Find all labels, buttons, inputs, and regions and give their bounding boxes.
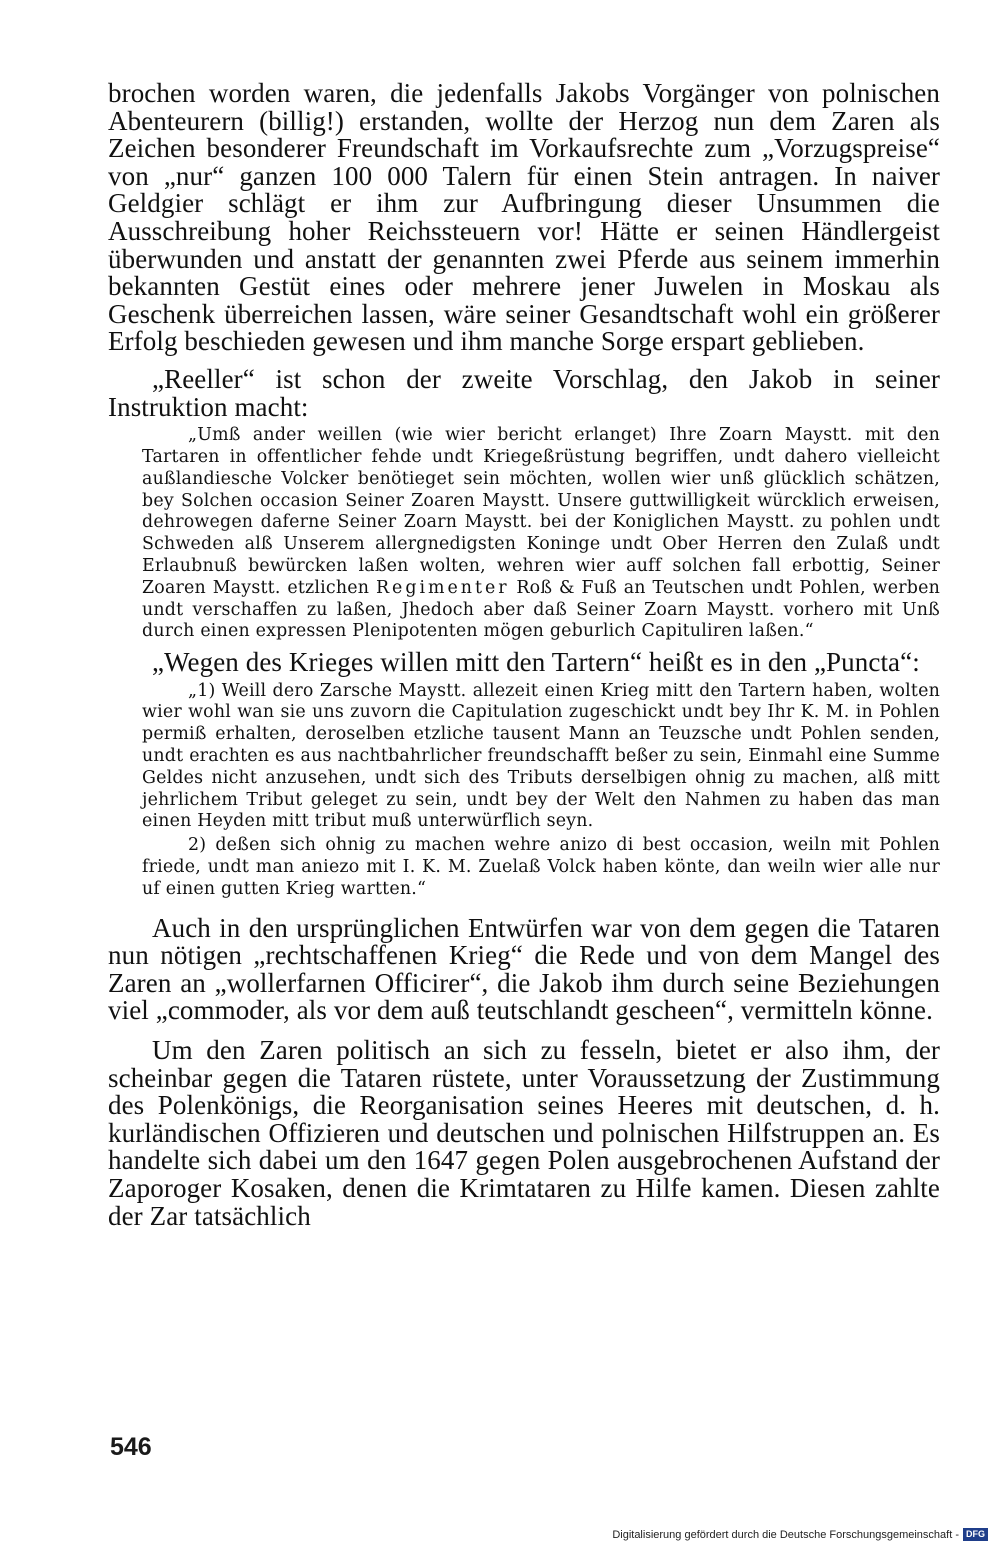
quote-1-part-b: Roß & Fuß an Teutschen undt Pohlen, werben undt verschaffen zu laßen, Jhedoch aber daß Seiner Zoarn Maystt. vorhero mit Unß durch einen expressen Plenipotenten mögen geburlich Capituliren laßen.“ [142,577,940,642]
paragraph-4: Auch in den ursprünglichen Entwürfen war von dem gegen die Tataren nun nötigen „rechtschaffenen Krieg“ die Rede und von dem Mangel des Zaren an „wollerfarnen Officirer“, die Jakob ihm durch seine Beziehungen viel „commoder, als vor dem auß teutschlandt gescheen“, vermitteln könne. [108,912,940,1026]
dfg-logo-icon: DFG [963,1528,988,1541]
quote-puncta-1: „1) Weill dero Zarsche Maystt. allezeit einen Krieg mitt den Tartern haben, wolten wier wohl wan sie uns zuvorn die Capitulation zugeschickt undt bey Ihr K. M. in Pohlen permiß erhalten, deroselben etzliche tausent Mann an Teuzsche undt Pohlen senden, undt erachten es aus nachtbahrlicher freundschafft beßer zu sein, Einmahl eine Summe Geldes nicht anzusehen, undt sich des Tributs derselbigen ohnig zu machen, alß mitt jehrlichem Tribut geleget zu sein, undt bey der Welt den Nahmen zu haben das man einen Heyden mitt tribut muß unterwürflich seyn. [142,680,940,832]
paragraph-1: brochen worden waren, die jedenfalls Jakobs Vorgänger von polnischen Abenteurern (billig!) erstanden, wollte der Herzog nun dem Zaren als Zeichen besonderer Freundschaft im Vorkaufsrechte zum „Vorzugspreise“ von „nur“ ganzen 100 000 Talern für einen Stein antragen. In naiver Geldgier schlägt er ihm zur Aufbringung dieser Unsummen die Ausschreibung hoher Reichssteuern vor! Hätte er seinen Händlergeist überwunden und anstatt der genannten zwei Pferde aus seinem immerhin bekannten Gestüt eines oder mehrere jener Juwelen in Moskau als Geschenk überreichen lassen, wäre seiner Gesandtschaft wohl ein größerer Erfolg beschieden gewesen und ihm manche Sorge erspart geblieben. [108,78,940,357]
paragraph-3: „Wegen des Krieges willen mitt den Tartern“ heißt es in den „Puncta“: [152,647,920,678]
quote-puncta-2: 2) deßen sich ohnig zu machen wehre anizo di best occasion, weiln mit Pohlen friede, undt man aniezo mit I. K. M. Zuelaß Volck haben könte, dan weiln wier alle nur uf einen gutten Krieg wartten.“ [142,835,940,899]
footer-text: Digitalisierung gefördert durch die Deutsche Forschungsgemeinschaft - [612,1528,959,1541]
paragraph-2: „Reeller“ ist schon der zweite Vorschlag, den Jakob in seiner Instruktion macht: [108,363,940,422]
quote-1-part-a: „Umß ander weillen (wie wier bericht erlanget) Ihre Zoarn Maystt. mit den Tartaren in offentlicher fehde undt Kriegeßrüstung begriffen, undt dahero vielleicht außlandiesche Volcker benötieget sein möchten, wollen wier unß glücklich schätzen, bey Solchen occasion Seiner Zoaren Maystt. Unsere guttwilligkeit würcklich erweisen, dehrowegen daferne Seiner Zoarn Maystt. bei der Koniglichen Maystt. zu pohlen undt Schweden alß Unserem allergnedigsten Koninge undt Ober Herren den Zulaß undt Erlaubnuß bewürcken laßen wolten, wehren wier auff solchen fall erbottig, Seiner Zoaren Maystt. etzlichen [142,425,940,598]
quote-1-spaced-word: Regimenter [375,577,510,598]
footer-credit [612,1528,988,1541]
quote-instruktion [142,425,940,643]
page-body [108,80,940,1230]
page-number: 546 [110,1433,152,1461]
paragraph-5: Um den Zaren politisch an sich zu fesseln, bietet er also ihm, der scheinbar gegen die Tataren rüstete, unter Voraussetzung der Zustimmung des Polenkönigs, die Reorganisation seines Heeres mit deutschen, d. h. kurländischen Offizieren und deutschen und polnischen Hilfstruppen an. Es handelte sich dabei um den 1647 gegen Polen ausgebrochenen Aufstand der Zaporoger Kosaken, denen die Krimtataren zu Hilfe kamen. Diesen zahlte der Zar tatsächlich [108,1035,940,1231]
